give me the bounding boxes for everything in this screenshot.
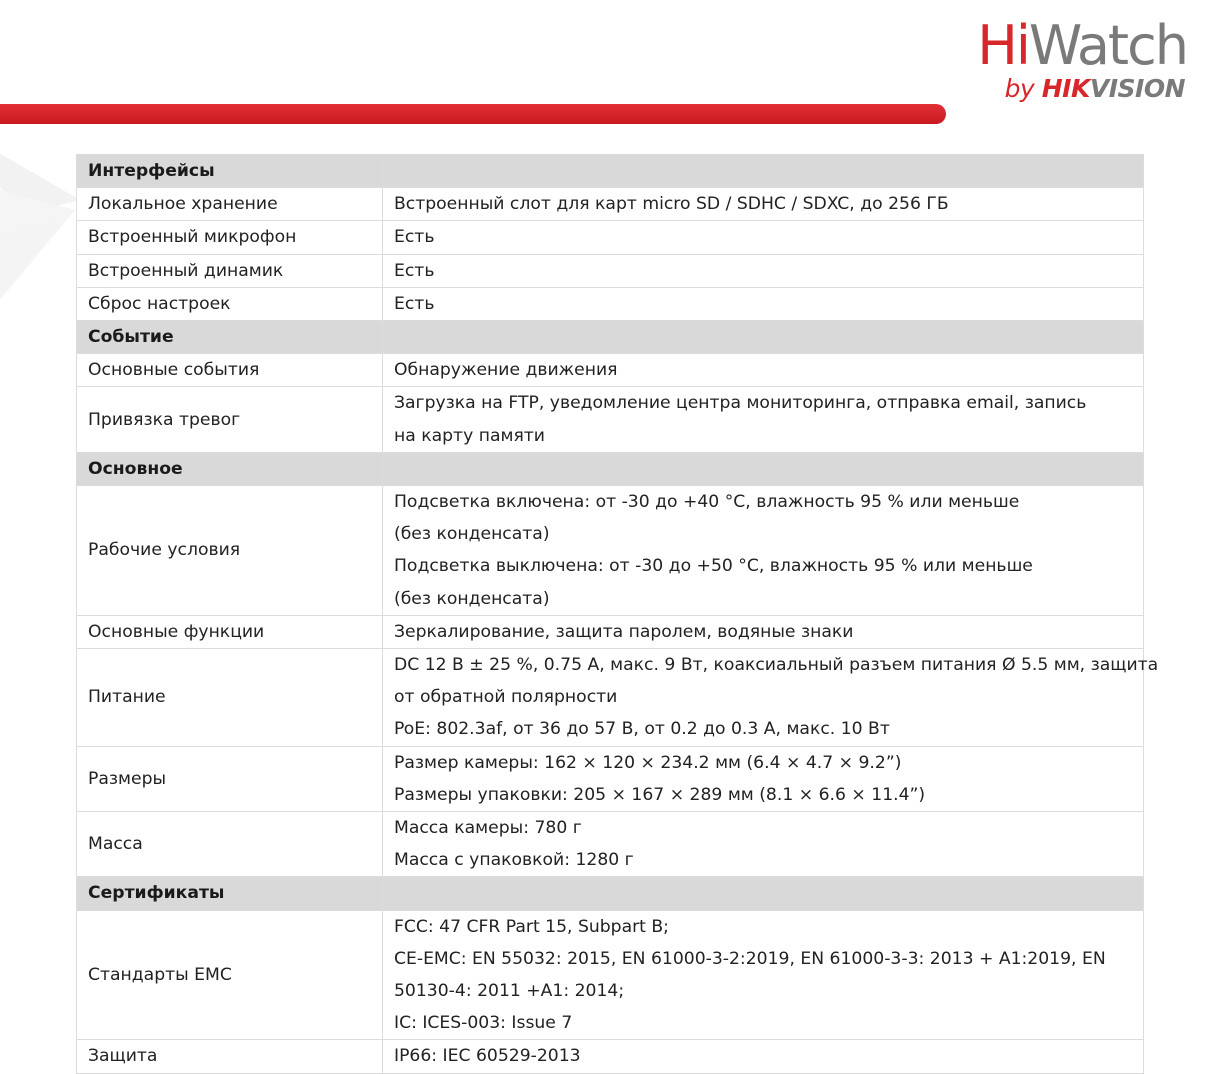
spec-value: [383, 387, 1144, 452]
spec-value-line: Размеры упаковки: 205 × 167 × 289 мм (8.1 × 6.6 × 11.4”): [394, 784, 926, 805]
spec-value-line: Зеркалирование, защита паролем, водяные знаки: [394, 621, 854, 642]
spec-value-line: Обнаружение движения: [394, 360, 618, 381]
logo-hik: HIK: [1041, 74, 1090, 103]
spec-row: [77, 188, 1144, 221]
spec-row: [77, 615, 1144, 648]
spec-row: [77, 649, 1144, 747]
spec-label: Рабочие условия: [77, 486, 383, 616]
logo-hi: Hi: [977, 14, 1029, 77]
spec-value-line: Загрузка на FTP, уведомление центра мониторинга, отправка email, запись: [394, 393, 1087, 414]
spec-value: [383, 649, 1159, 747]
spec-table: [76, 154, 1159, 1074]
header-red-bar: [0, 104, 946, 124]
logo-by: by: [1004, 74, 1042, 103]
spec-row: [77, 287, 1144, 320]
spec-value-line: Подсветка включена: от -30 до +40 °C, влажность 95 % или меньше: [394, 492, 1020, 513]
section-empty-cell: [383, 321, 1144, 354]
logo-vision: VISION: [1089, 74, 1185, 103]
spec-value-line: от обратной полярности: [394, 687, 618, 708]
section-title: Событие: [77, 321, 383, 354]
spec-label: Основные события: [77, 354, 383, 387]
spec-value-line: Встроенный слот для карт micro SD / SDHC / SDXC, до 256 ГБ: [394, 194, 949, 215]
spec-label: Стандарты EMC: [77, 910, 383, 1040]
spec-row: [77, 1040, 1144, 1073]
spec-value: [383, 910, 1144, 1040]
section-header-row: [77, 155, 1144, 188]
spec-value-line: IP66: IEC 60529-2013: [394, 1046, 581, 1067]
spec-value-line: (без конденсата): [394, 588, 550, 609]
spec-value: [383, 746, 1144, 811]
spec-value: [383, 486, 1144, 616]
spec-value-line: (без конденсата): [394, 524, 550, 545]
spec-value: [383, 287, 1144, 320]
spec-label: Питание: [77, 649, 383, 747]
spec-value-line: Есть: [394, 260, 435, 281]
logo-wordmark: [977, 14, 1187, 78]
spec-label: Встроенный микрофон: [77, 221, 383, 254]
spec-label: Масса: [77, 812, 383, 877]
logo-watch: Watch: [1028, 14, 1187, 77]
spec-label: Основные функции: [77, 615, 383, 648]
spec-value: [383, 221, 1144, 254]
spec-label: Локальное хранение: [77, 188, 383, 221]
section-title: Интерфейсы: [77, 155, 383, 188]
section-empty-cell: [383, 877, 1144, 910]
section-title: Сертификаты: [77, 877, 383, 910]
section-empty-cell: [383, 155, 1144, 188]
spec-label: Защита: [77, 1040, 383, 1073]
spec-row: [77, 746, 1144, 811]
spec-value-line: IC: ICES-003: Issue 7: [394, 1013, 573, 1034]
section-title: Основное: [77, 452, 383, 485]
spec-value-line: Есть: [394, 227, 435, 248]
hiwatch-logo: [937, 14, 1187, 106]
spec-label: Сброс настроек: [77, 287, 383, 320]
spec-value: [383, 254, 1144, 287]
spec-label: Привязка тревог: [77, 387, 383, 452]
spec-label: Размеры: [77, 746, 383, 811]
spec-row: [77, 221, 1144, 254]
spec-value: [383, 615, 1144, 648]
spec-value-line: Подсветка выключена: от -30 до +50 °C, влажность 95 % или меньше: [394, 556, 1033, 577]
spec-label: Встроенный динамик: [77, 254, 383, 287]
section-header-row: [77, 877, 1144, 910]
spec-row: [77, 486, 1144, 616]
spec-value: [383, 812, 1144, 877]
spec-value-line: CE-EMC: EN 55032: 2015, EN 61000-3-2:2019, EN 61000-3-3: 2013 + A1:2019, EN: [394, 948, 1106, 969]
spec-value: [383, 1040, 1144, 1073]
spec-value-line: Масса камеры: 780 г: [394, 818, 582, 839]
spec-row: [77, 910, 1144, 1040]
spec-value-line: 50130-4: 2011 +A1: 2014;: [394, 981, 625, 1002]
logo-subtitle: [1005, 74, 1185, 104]
spec-value-line: Размер камеры: 162 × 120 × 234.2 мм (6.4 × 4.7 × 9.2”): [394, 752, 902, 773]
spec-value-line: PoE: 802.3af, от 36 до 57 В, от 0.2 до 0.3 А, макс. 10 Вт: [394, 719, 890, 740]
spec-value-line: на карту памяти: [394, 425, 545, 446]
section-header-row: [77, 452, 1144, 485]
spec-value-line: Масса с упаковкой: 1280 г: [394, 850, 634, 871]
spec-value-line: DC 12 В ± 25 %, 0.75 А, макс. 9 Вт, коаксиальный разъем питания Ø 5.5 мм, защита: [394, 655, 1159, 676]
spec-value-line: Есть: [394, 293, 435, 314]
spec-row: [77, 812, 1144, 877]
spec-row: [77, 354, 1144, 387]
spec-value: [383, 188, 1144, 221]
spec-value: [383, 354, 1144, 387]
section-empty-cell: [383, 452, 1144, 485]
spec-value-line: FCC: 47 CFR Part 15, Subpart B;: [394, 916, 669, 937]
section-header-row: [77, 321, 1144, 354]
spec-row: [77, 387, 1144, 452]
spec-row: [77, 254, 1144, 287]
